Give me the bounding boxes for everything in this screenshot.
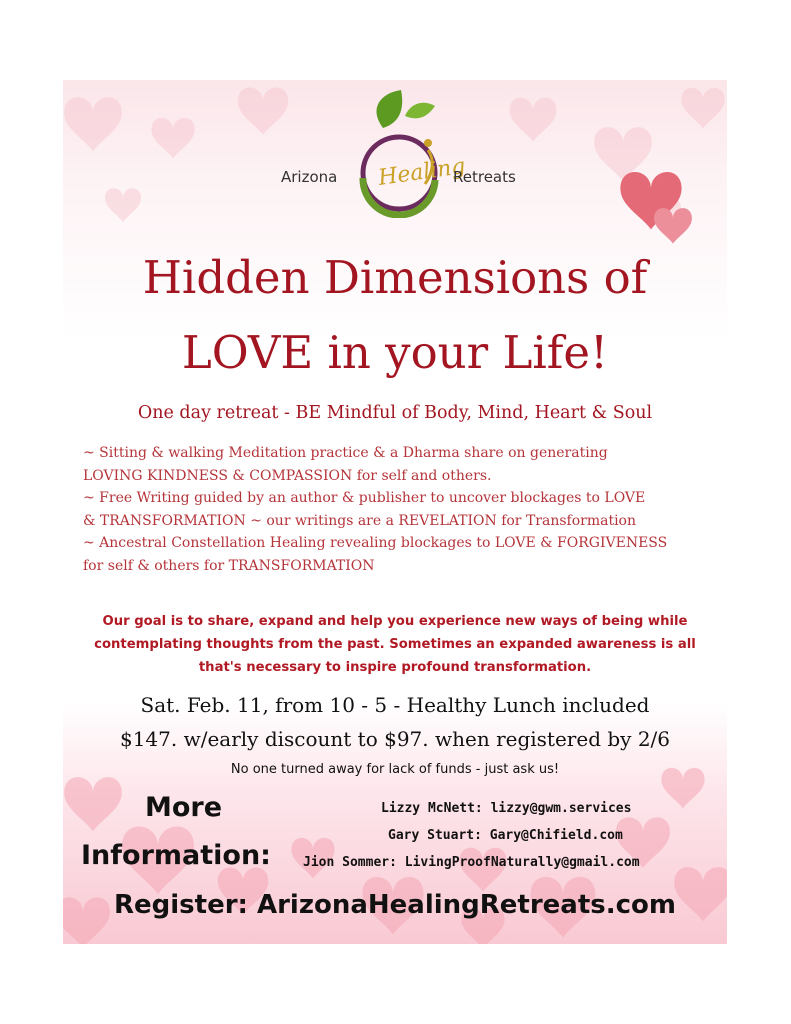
contact-jion[interactable]: Jion Sommer: LivingProofNaturally@gmail.com (303, 855, 640, 870)
program-line: ~ Sitting & walking Meditation practice & a Dharma share on generating (83, 445, 608, 461)
goal-line: contemplating thoughts from the past. Sometimes an expanded awareness is all (94, 637, 696, 652)
program-line: & TRANSFORMATION ~ our writings are a REVELATION for Transformation (83, 512, 636, 529)
logo-text-middle: Healing (376, 154, 467, 191)
title-line-1: Hidden Dimensions of (142, 251, 648, 304)
contact-list (303, 795, 723, 876)
contact-gary[interactable]: Gary Stuart: Gary@Chifield.com (388, 828, 623, 843)
goal-line: that's necessary to inspire profound transformation. (198, 660, 592, 675)
register-link[interactable]: Register: ArizonaHealingRetreats.com (113, 890, 676, 920)
goal-statement (63, 610, 727, 679)
event-date: Sat. Feb. 11, from 10 - 5 - Healthy Lunch included (140, 693, 650, 717)
program-line: for self & others for TRANSFORMATION (83, 557, 375, 574)
flyer (63, 80, 727, 944)
logo (63, 88, 727, 218)
program-line: LOVING KINDNESS & COMPASSION for self and others. (83, 467, 492, 484)
logo-emblem-icon (63, 88, 727, 218)
title-line-2: LOVE in your Life! (181, 326, 609, 379)
subtitle: One day retreat - BE Mindful of Body, Mind, Heart & Soul (137, 403, 653, 423)
logo-text-right: Retreats (453, 168, 516, 186)
more-info-label-2: Information: (81, 840, 271, 871)
logo-text-left: Arizona (281, 168, 338, 186)
contact-lizzy[interactable]: Lizzy McNett: lizzy@gwm.services (381, 801, 632, 816)
funds-note: No one turned away for lack of funds - just ask us! (230, 762, 560, 777)
program-line: ~ Ancestral Constellation Healing revealing blockages to LOVE & FORGIVENESS (83, 535, 668, 552)
event-price: $147. w/early discount to $97. when registered by 2/6 (119, 727, 671, 751)
program-description (83, 442, 723, 578)
program-line: ~ Free Writing guided by an author & publisher to uncover blockages to LOVE (83, 490, 646, 507)
goal-line: Our goal is to share, expand and help you experience new ways of being while (102, 614, 688, 629)
more-info-label-1: More (145, 792, 223, 823)
